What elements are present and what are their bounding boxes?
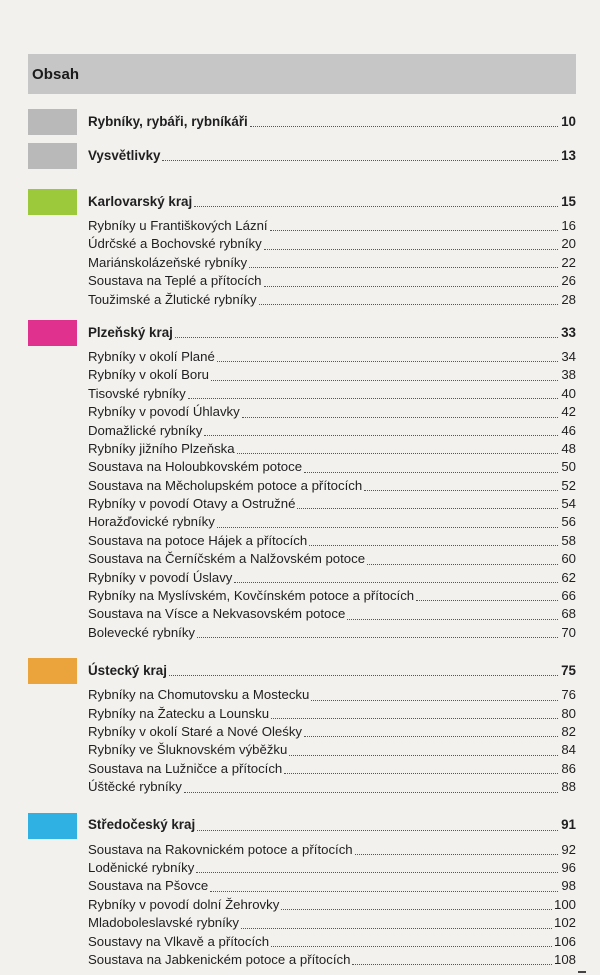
item-title: Mladoboleslavské rybníky — [88, 915, 239, 931]
dot-leader — [169, 675, 558, 676]
page-number: 58 — [561, 532, 576, 548]
region-color-swatch — [28, 109, 77, 135]
dot-leader — [175, 337, 558, 338]
toc-item[interactable] — [88, 951, 576, 969]
toc-section-heading[interactable] — [28, 318, 576, 348]
toc-item[interactable] — [88, 760, 576, 778]
item-title: Soustava na Černíčském a Nalžovském potoce — [88, 551, 366, 567]
dot-leader — [309, 545, 558, 546]
dot-leader — [217, 361, 558, 362]
toc-item[interactable] — [88, 458, 576, 476]
section-title: Středočeský kraj — [88, 817, 196, 833]
dot-leader — [250, 126, 558, 127]
region-color-swatch — [28, 320, 77, 346]
toc-item[interactable] — [88, 513, 576, 531]
dot-leader — [270, 230, 558, 231]
page-number: 50 — [561, 459, 576, 475]
dot-leader — [281, 909, 552, 910]
item-title: Soustava na Rakovnickém potoce a přítocích — [88, 841, 353, 857]
toc-item[interactable] — [88, 587, 576, 605]
page-number: 62 — [561, 569, 576, 585]
toc-item[interactable] — [88, 422, 576, 440]
page-number: 108 — [553, 951, 576, 967]
dot-leader — [284, 773, 558, 774]
page-number: 48 — [561, 440, 576, 456]
item-title: Rybníky na Chomutovsku a Mostecku — [88, 687, 310, 703]
section-title: Ústecký kraj — [88, 662, 167, 678]
region-color-swatch — [28, 658, 77, 684]
page-number: 56 — [561, 514, 576, 530]
toc-section — [28, 187, 576, 309]
toc-section — [28, 811, 576, 970]
toc-section-heading[interactable] — [28, 187, 576, 217]
dot-leader — [259, 304, 558, 305]
page-number: 66 — [561, 588, 576, 604]
dot-leader — [242, 417, 558, 418]
page-number: 92 — [561, 841, 576, 857]
dot-leader — [304, 736, 558, 737]
item-title: Rybníky v povodí Otavy a Ostružné — [88, 496, 296, 512]
toc-item[interactable] — [88, 624, 576, 642]
item-title: Úštěcké rybníky — [88, 779, 182, 795]
dot-leader — [241, 928, 552, 929]
item-title: Rybníky v okolí Plané — [88, 348, 215, 364]
dot-leader — [304, 472, 558, 473]
toc-item[interactable] — [88, 569, 576, 587]
item-title: Rybníky jižního Plzeňska — [88, 440, 235, 456]
item-title: Rybníky v povodí Úslavy — [88, 569, 233, 585]
region-color-swatch — [28, 813, 77, 839]
page-number: 38 — [561, 367, 576, 383]
item-title: Rybníky ve Šluknovském výběžku — [88, 742, 288, 758]
page-number: 96 — [561, 859, 576, 875]
page-number: 26 — [561, 273, 576, 289]
item-title: Toužimské a Žlutické rybníky — [88, 291, 257, 307]
dot-leader — [364, 490, 558, 491]
toc-subentries — [28, 686, 576, 796]
page-number: 34 — [561, 348, 576, 364]
dot-leader — [367, 564, 558, 565]
item-title: Soustava na Vísce a Nekvasovském potoce — [88, 606, 346, 622]
page-number: 68 — [561, 606, 576, 622]
contents-title: Obsah — [32, 65, 80, 83]
toc-section — [28, 141, 576, 171]
toc-section — [28, 656, 576, 796]
toc-entry-line — [88, 816, 576, 835]
toc-item[interactable] — [88, 217, 576, 235]
dot-leader — [264, 286, 558, 287]
dot-leader — [194, 206, 558, 207]
page-number: 22 — [561, 254, 576, 270]
page-number: 102 — [553, 915, 576, 931]
toc-item[interactable] — [88, 235, 576, 253]
toc-section — [28, 107, 576, 137]
toc-item[interactable] — [88, 348, 576, 366]
toc-item[interactable] — [88, 477, 576, 495]
toc-section-heading[interactable] — [28, 107, 576, 137]
toc-item[interactable] — [88, 841, 576, 859]
page-number: 20 — [561, 236, 576, 252]
item-title: Rybníky v okolí Staré a Nové Oleśky — [88, 723, 303, 739]
section-title: Plzeňský kraj — [88, 324, 173, 340]
item-title: Rybníky v povodí Úhlavky — [88, 404, 240, 420]
item-title: Soustava na potoce Hájek a přítocích — [88, 532, 308, 548]
toc-item[interactable] — [88, 877, 576, 895]
item-title: Rybníky na Myslívském, Kovčínském potoce a přítocích — [88, 588, 415, 604]
toc-section-heading[interactable] — [28, 656, 576, 686]
toc-item[interactable] — [88, 254, 576, 272]
toc-item[interactable] — [88, 933, 576, 951]
dot-leader — [197, 637, 558, 638]
dot-leader — [271, 718, 558, 719]
dot-leader — [204, 435, 558, 436]
table-of-contents — [28, 107, 576, 969]
item-title: Rybníky u Františkových Lázní — [88, 218, 268, 233]
item-title: Rybníky v okolí Boru — [88, 367, 209, 383]
dot-leader — [249, 267, 558, 268]
item-title: Údrčské a Bochovské rybníky — [88, 236, 262, 252]
page-number: 16 — [561, 218, 576, 233]
toc-entry-line — [88, 113, 576, 132]
section-title: Karlovarský kraj — [88, 193, 193, 209]
toc-item[interactable] — [88, 366, 576, 384]
page-number: 88 — [561, 779, 576, 795]
page-number: 86 — [561, 760, 576, 776]
toc-entry-line — [88, 193, 576, 212]
item-title: Soustavy na Vlkavě a přítocích — [88, 933, 270, 949]
dot-leader — [217, 527, 558, 528]
dot-leader — [196, 872, 558, 873]
item-title: Soustava na Pšovce — [88, 878, 209, 894]
dot-leader — [297, 508, 558, 509]
page-number: 60 — [561, 551, 576, 567]
dot-leader — [289, 755, 558, 756]
toc-section-heading[interactable] — [28, 811, 576, 841]
dot-leader — [352, 964, 552, 965]
dot-leader — [211, 380, 558, 381]
page-number: 13 — [561, 147, 576, 163]
item-title: Soustava na Holoubkovském potoce — [88, 459, 303, 475]
toc-entry-line — [88, 662, 576, 681]
page-number: 82 — [561, 723, 576, 739]
item-title: Soustava na Měcholupském potoce a přítocích — [88, 477, 363, 493]
page-number: 28 — [561, 291, 576, 307]
item-title: Rybníky v povodí dolní Žehrovky — [88, 896, 280, 912]
section-title: Vysvětlivky — [88, 147, 161, 163]
page-number: 42 — [561, 404, 576, 420]
toc-item[interactable] — [88, 605, 576, 623]
toc-item[interactable] — [88, 532, 576, 550]
page-number: 33 — [561, 324, 576, 340]
toc-item[interactable] — [88, 686, 576, 704]
toc-section — [28, 318, 576, 642]
item-title: Horažďovické rybníky — [88, 514, 215, 530]
section-title: Rybníky, rybáři, rybníkáři — [88, 113, 248, 129]
page-number: 76 — [561, 687, 576, 703]
page-number: 54 — [561, 496, 576, 512]
dot-leader — [184, 792, 558, 793]
page-number: 70 — [561, 624, 576, 640]
toc-subentries — [28, 217, 576, 309]
page-number: 80 — [561, 705, 576, 721]
dot-leader — [355, 854, 558, 855]
toc-item[interactable] — [88, 741, 576, 759]
toc-item[interactable] — [88, 859, 576, 877]
page-number: 40 — [561, 385, 576, 401]
item-title: Soustava na Teplé a přítocích — [88, 273, 262, 289]
page-number: 15 — [561, 193, 576, 209]
toc-item[interactable] — [88, 778, 576, 796]
toc-item[interactable] — [88, 291, 576, 309]
toc-item[interactable] — [88, 495, 576, 513]
page-number: 98 — [561, 878, 576, 894]
item-title: Soustava na Jabkenickém potoce a přítocích — [88, 951, 351, 967]
item-title: Bolevecké rybníky — [88, 624, 196, 640]
item-title: Rybníky na Žatecku a Lounsku — [88, 705, 270, 721]
toc-entry-line — [88, 324, 576, 343]
page-number: 10 — [561, 113, 576, 129]
page-number: 52 — [561, 477, 576, 493]
dot-leader — [271, 946, 552, 947]
toc-subentries — [28, 348, 576, 642]
dot-leader — [210, 891, 558, 892]
toc-item[interactable] — [88, 896, 576, 914]
region-color-swatch — [28, 189, 77, 215]
dot-leader — [234, 582, 558, 583]
page-number: 75 — [561, 662, 576, 678]
toc-item[interactable] — [88, 723, 576, 741]
item-title: Loděnické rybníky — [88, 859, 195, 875]
item-title: Domažlické rybníky — [88, 422, 203, 438]
dot-leader — [237, 453, 558, 454]
toc-item[interactable] — [88, 914, 576, 932]
toc-item[interactable] — [88, 705, 576, 723]
contents-header-bar — [28, 54, 576, 94]
item-title: Mariánskolázeňské rybníky — [88, 254, 248, 270]
page-edge-mark — [578, 971, 586, 973]
page-number: 100 — [553, 896, 576, 912]
toc-item[interactable] — [88, 403, 576, 421]
toc-item[interactable] — [88, 272, 576, 290]
toc-subentries — [28, 841, 576, 970]
toc-item[interactable] — [88, 440, 576, 458]
dot-leader — [197, 830, 558, 831]
dot-leader — [311, 700, 558, 701]
toc-item[interactable] — [88, 385, 576, 403]
page-number: 84 — [561, 742, 576, 758]
page-number: 91 — [561, 817, 576, 833]
page-number: 46 — [561, 422, 576, 438]
dot-leader — [416, 600, 558, 601]
item-title: Tisovské rybníky — [88, 385, 186, 401]
item-title: Soustava na Lužničce a přítocích — [88, 760, 283, 776]
page-number: 106 — [553, 933, 576, 949]
toc-item[interactable] — [88, 550, 576, 568]
region-color-swatch — [28, 143, 77, 169]
dot-leader — [264, 249, 558, 250]
toc-section-heading[interactable] — [28, 141, 576, 171]
dot-leader — [347, 619, 558, 620]
dot-leader — [162, 160, 558, 161]
dot-leader — [188, 398, 558, 399]
toc-entry-line — [88, 147, 576, 166]
